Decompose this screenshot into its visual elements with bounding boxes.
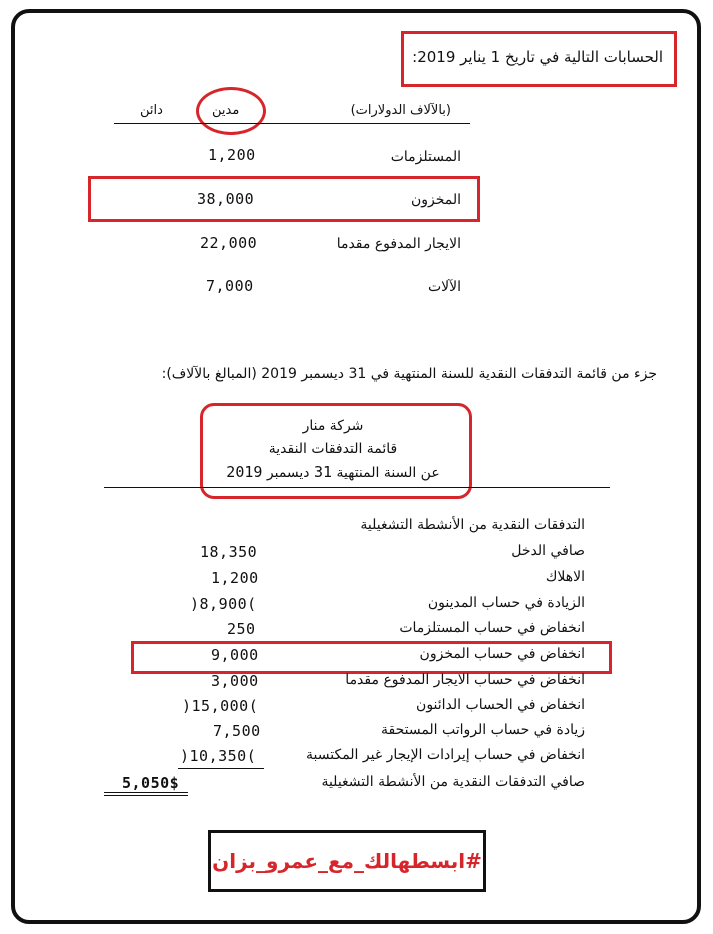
cashflow-row-label: انخفاض في الحساب الدائنون [416, 697, 585, 713]
statement-period [200, 463, 466, 481]
cashflow-row-label: انخفاض في حساب إيرادات الإيجار غير المكتسبة [306, 747, 585, 763]
cashflow-row-label: الاهلاك [545, 569, 585, 585]
cashflow-row-amount: )15,000( [182, 697, 259, 715]
column-header-rule [114, 123, 470, 124]
cashflow-row-label: انخفاض في حساب المخزون [419, 646, 585, 662]
net-cash-double-rule-top [104, 792, 188, 793]
statement-header-rule [104, 487, 610, 488]
account-debit-amount: 7,000 [206, 277, 254, 295]
cashflow-row-label: انخفاض في حساب المستلزمات [399, 620, 585, 636]
account-name: المستلزمات [390, 149, 461, 165]
net-cash-label: صافي التدفقات النقدية من الأنشطة التشغيلية [321, 774, 585, 790]
accounts-title: الحسابات التالية في تاريخ 1 يناير 2019: [412, 48, 663, 66]
cashflow-row-amount: 3,000 [211, 672, 259, 690]
cashflow-row-amount: 1,200 [211, 569, 259, 587]
debit-column-header: مدين [212, 103, 240, 118]
subtotal-rule [178, 768, 264, 769]
cashflow-row-amount: 250 [227, 620, 256, 638]
account-debit-amount: 22,000 [200, 234, 258, 252]
net-cash-amount: 5,050$ [122, 774, 180, 792]
credit-column-header: دائن [140, 103, 163, 118]
cashflow-row-label: الزيادة في حساب المدينون [427, 595, 585, 611]
hashtag-box [208, 830, 486, 892]
account-name: الآلات [427, 279, 461, 295]
cashflow-intro: جزء من قائمة التدفقات النقدية للسنة المنتهية في 31 ديسمبر 2019 (المبالغ بالآلاف): [161, 366, 657, 382]
period-prefix: عن السنة المنتهية [336, 465, 440, 481]
period-year: 2019 [226, 463, 263, 481]
cashflow-row-amount: 18,350 [200, 543, 258, 561]
company-name: شركة منار [302, 418, 364, 434]
cashflow-row-amount: )8,900( [190, 595, 257, 613]
account-debit-amount: 38,000 [197, 190, 255, 208]
operating-section-title: التدفقات النقدية من الأنشطة التشغيلية [360, 517, 585, 533]
cashflow-row-amount: 7,500 [213, 722, 261, 740]
net-cash-double-rule-bottom [104, 795, 188, 796]
cashflow-row-label: صافي الدخل [511, 543, 585, 559]
hashtag-text: #ابسطهالك_مع_عمرو_بزان [212, 849, 482, 873]
cashflow-row-amount: )10,350( [180, 747, 257, 765]
account-debit-amount: 1,200 [208, 146, 256, 164]
accounts-column-label: (بالآلاف الدولارات) [350, 103, 451, 118]
cashflow-row-label: زيادة في حساب الرواتب المستحقة [380, 722, 585, 738]
account-name: الايجار المدفوع مقدما [336, 236, 461, 252]
statement-name: قائمة التدفقات النقدية [268, 441, 398, 457]
period-day: 31 [314, 463, 333, 481]
cashflow-row-label: انخفاض في حساب الايجار المدفوع مقدما [345, 672, 585, 688]
cashflow-row-amount: 9,000 [211, 646, 259, 664]
period-month: ديسمبر [266, 465, 310, 481]
account-name: المخزون [410, 192, 461, 208]
